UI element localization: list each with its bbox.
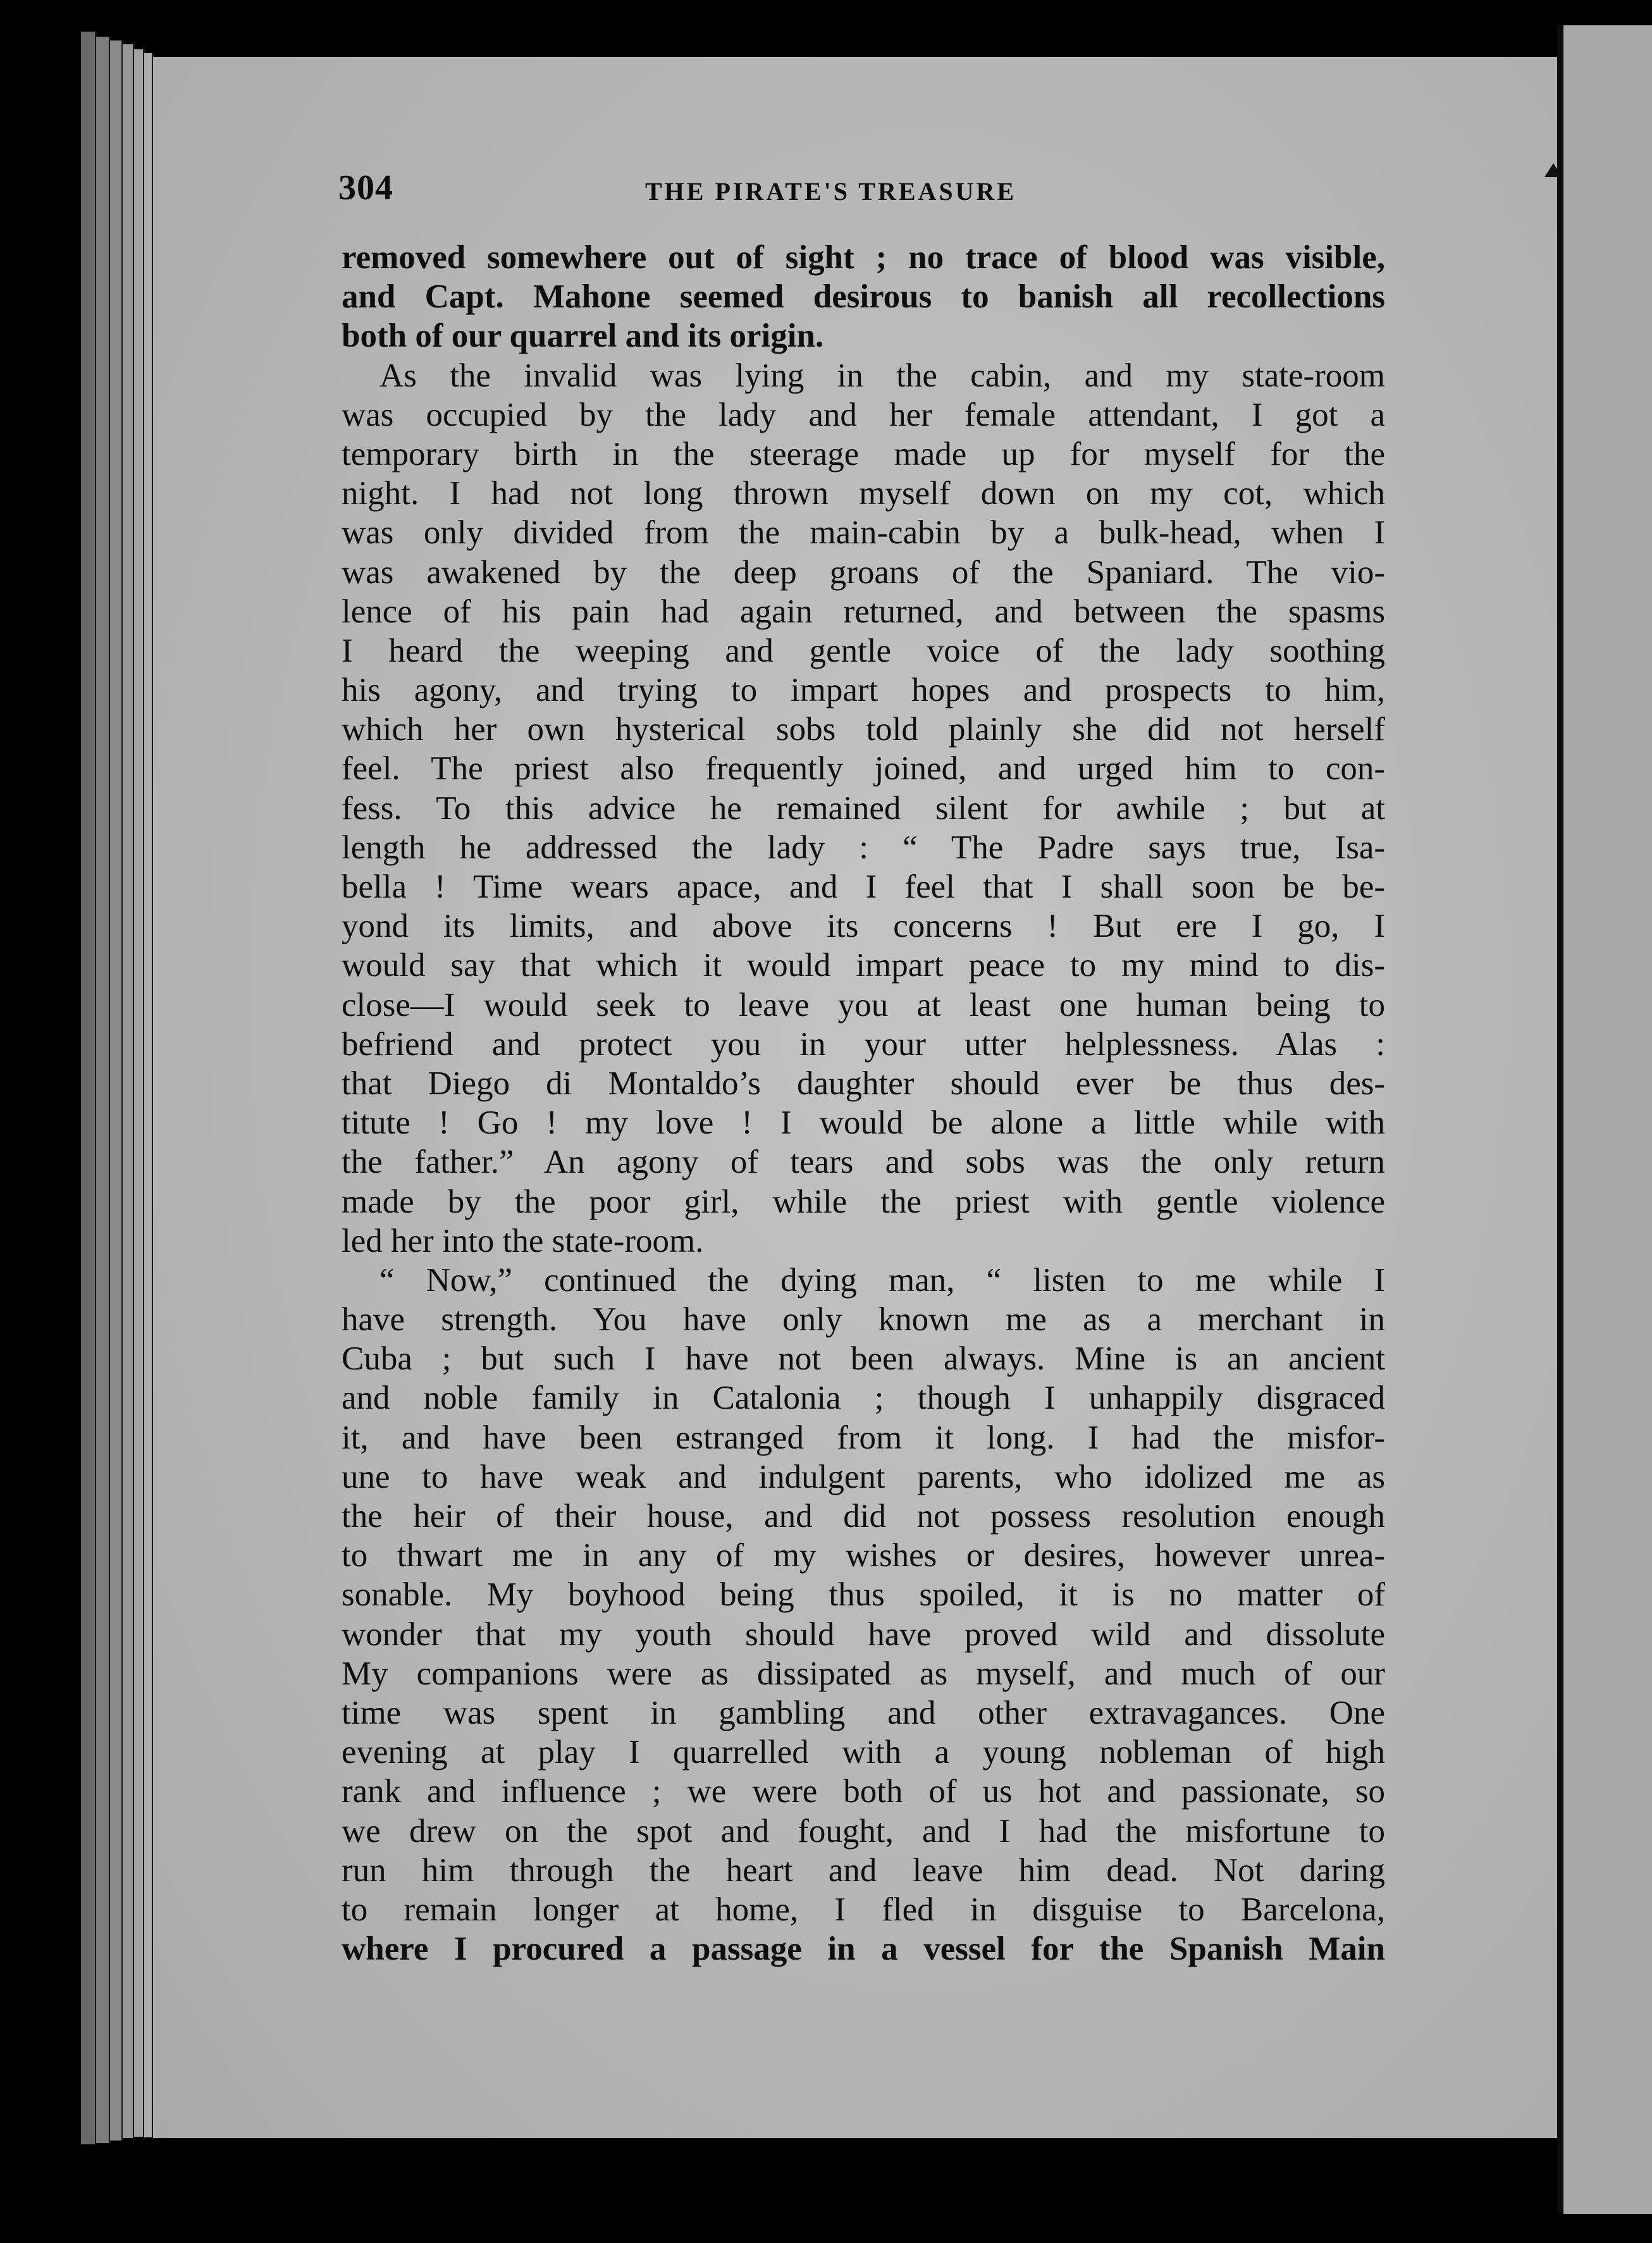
text-line: to remain longer at home, I fled in disguise to Barcelona, <box>342 1891 1385 1928</box>
text-line: befriend and protect you in your utter helplessness. Alas : <box>342 1025 1385 1063</box>
text-line: titute ! Go ! my love ! I would be alone a little while with <box>342 1104 1385 1142</box>
text-line: “ Now,” continued the dying man, “ listen to me while I <box>379 1261 1385 1299</box>
text-line: feel. The priest also frequently joined, and urged him to con- <box>342 750 1385 788</box>
text-line: My companions were as dissipated as myself, and much of our <box>342 1655 1385 1692</box>
text-line: was awakened by the deep groans of the Spaniard. The vio- <box>342 553 1385 591</box>
text-line: sonable. My boyhood being thus spoiled, it is no matter of <box>342 1576 1385 1614</box>
text-line: As the invalid was lying in the cabin, and my state-room <box>379 357 1385 394</box>
text-line: the father.” An agony of tears and sobs was the only return <box>342 1144 1385 1181</box>
page-edge <box>144 53 154 2137</box>
text-line: made by the poor girl, while the priest with gentle violence <box>342 1183 1385 1220</box>
text-line: the heir of their house, and did not possess resolution enough <box>342 1498 1385 1535</box>
text-line: and noble family in Catalonia ; though I unhappily disgraced <box>342 1380 1385 1417</box>
text-line: time was spent in gambling and other extravagances. One <box>342 1694 1385 1731</box>
text-line: was only divided from the main-cabin by a bulk-head, when I <box>342 514 1385 552</box>
text-line: fess. To this advice he remained silent for awhile ; but at <box>342 789 1385 827</box>
page-edge <box>96 37 111 2143</box>
text-line: both of our quarrel and its origin. <box>342 318 824 355</box>
page-number: 304 <box>338 168 393 207</box>
facing-page-edge <box>1557 25 1652 2214</box>
text-line: une to have weak and indulgent parents, who idolized me as <box>342 1458 1385 1495</box>
text-line: and Capt. Mahone seemed desirous to banish all recollections <box>342 278 1385 316</box>
page-header <box>338 168 1097 218</box>
text-line: close—I would seek to leave you at least one human being to <box>342 986 1385 1023</box>
text-line: would say that which it would impart peace to my mind to dis- <box>342 947 1385 984</box>
text-line: Cuba ; but such I have not been always. Mine is an ancient <box>342 1340 1385 1378</box>
text-line: it, and have been estranged from it long. I had the misfor- <box>342 1419 1385 1456</box>
text-line: his agony, and trying to impart hopes and prospects to him, <box>342 672 1385 709</box>
text-line: wonder that my youth should have proved wild and dissolute <box>342 1616 1385 1653</box>
text-line: run him through the heart and leave him dead. Not daring <box>342 1851 1385 1889</box>
text-line: was occupied by the lady and her female attendant, I got a <box>342 396 1385 433</box>
text-line: which her own hysterical sobs told plainly she did not herself <box>342 711 1385 748</box>
text-line: evening at play I quarrelled with a young nobleman of high <box>342 1734 1385 1771</box>
gutter-marker-icon <box>1544 163 1562 177</box>
text-line: to thwart me in any of my wishes or desires, however unrea- <box>342 1537 1385 1574</box>
text-line: removed somewhere out of sight ; no trace of blood was visible, <box>342 239 1385 276</box>
text-line: I heard the weeping and gentle voice of the lady soothing <box>342 632 1385 669</box>
text-line: that Diego di Montaldo’s daughter should ever be thus des- <box>342 1065 1385 1102</box>
text-line: have strength. You have only known me as a merchant in <box>342 1301 1385 1338</box>
page-edge <box>110 40 123 2141</box>
body-text <box>342 238 1385 1968</box>
running-head: THE PIRATE'S TREASURE <box>645 177 1017 206</box>
page-edge <box>134 49 145 2137</box>
text-line: we drew on the spot and fought, and I had the misfortune to <box>342 1812 1385 1850</box>
text-line: yond its limits, and above its concerns ! But ere I go, I <box>342 908 1385 945</box>
text-line: night. I had not long thrown myself down on my cot, which <box>342 475 1385 512</box>
text-line: rank and influence ; we were both of us hot and passionate, so <box>342 1773 1385 1810</box>
text-line: where I procured a passage in a vessel for the Spanish Main <box>342 1931 1385 1968</box>
page-edge <box>123 44 135 2138</box>
text-line: temporary birth in the steerage made up for myself for the <box>342 435 1385 473</box>
text-line: lence of his pain had again returned, and between the spasms <box>342 593 1385 630</box>
text-line: led her into the state-room. <box>342 1222 704 1259</box>
text-line: bella ! Time wears apace, and I feel that I shall soon be be- <box>342 868 1385 905</box>
page-edge <box>81 32 97 2144</box>
text-line: length he addressed the lady : “ The Padre says true, Isa- <box>342 829 1385 866</box>
